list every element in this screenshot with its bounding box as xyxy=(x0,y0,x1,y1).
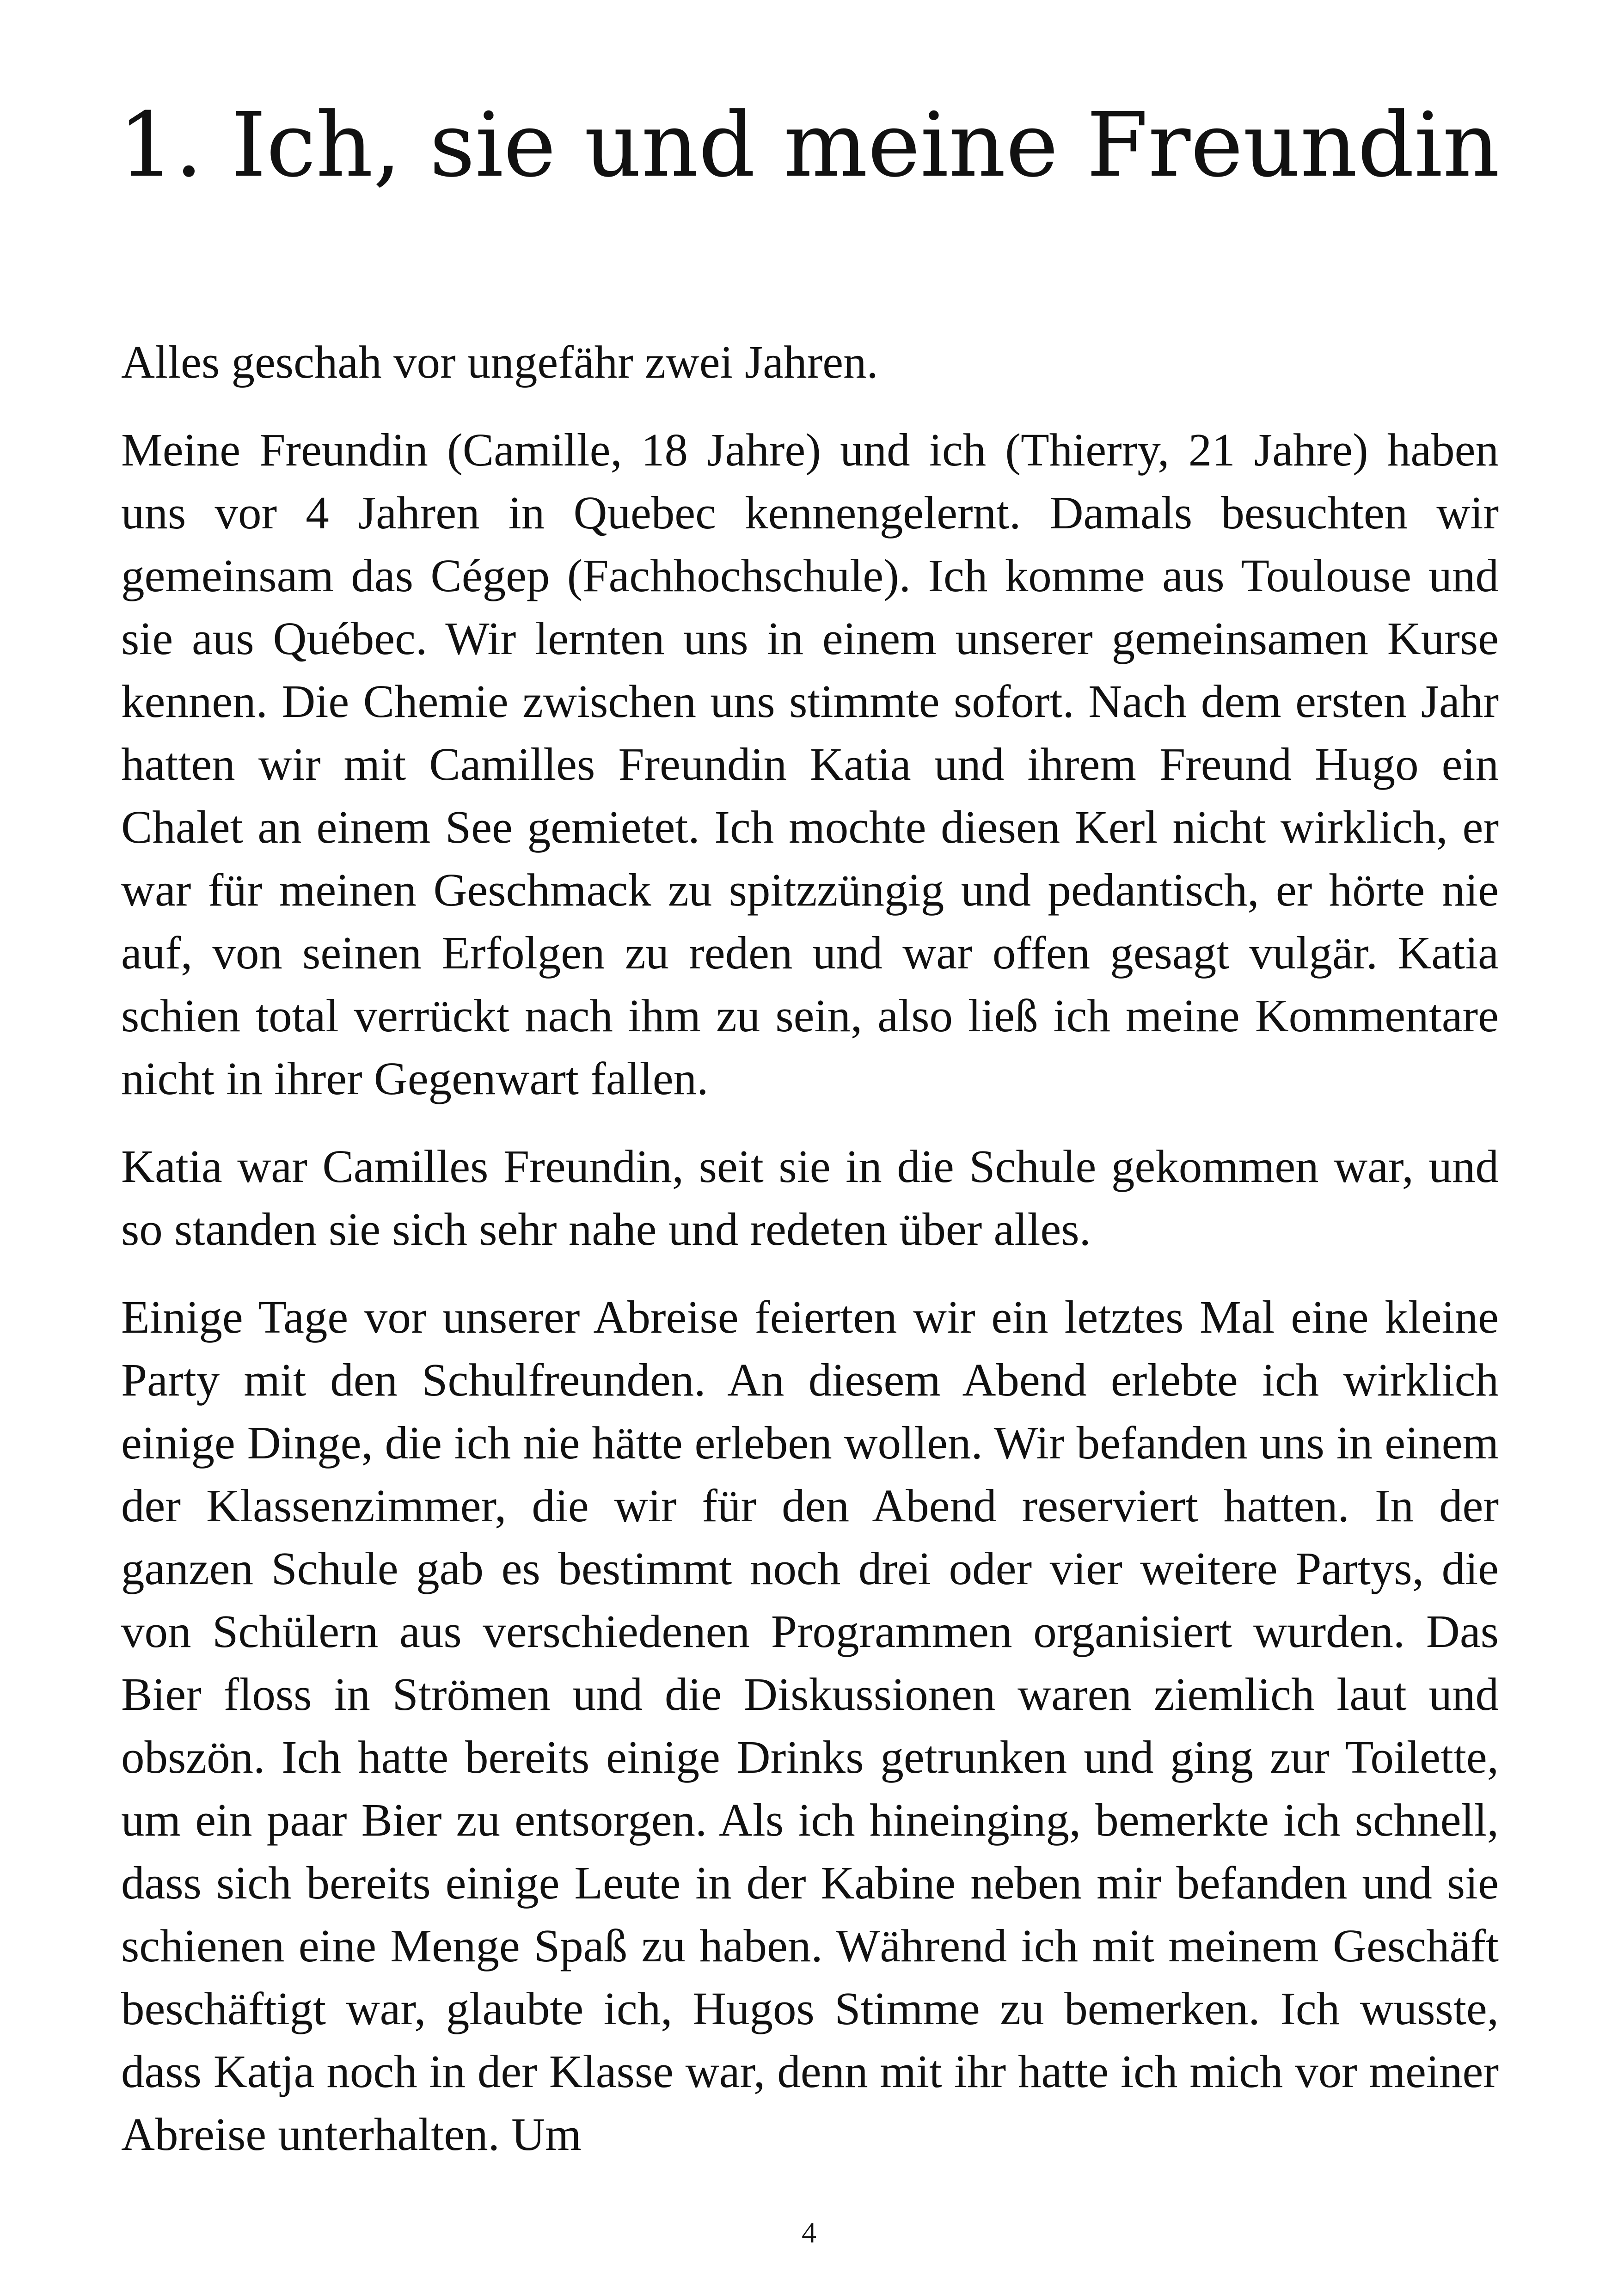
paragraph-3: Katia war Camilles Freundin, seit sie in die Schule gekommen war, und so standen sie sich sehr nahe und redeten über alles. xyxy=(121,1140,1499,1255)
body-text xyxy=(121,331,1499,2191)
page-number: 4 xyxy=(802,2216,816,2249)
paragraph-2: Meine Freundin (Camille, 18 Jahre) und ich (Thierry, 21 Jahre) haben uns vor 4 Jahren in Quebec kennengelernt. Damals besuchten wir gemeinsam das Cégep (Fachhochschule). Ich komme aus Toulouse und sie aus Québec. Wir lernten uns in einem unserer gemeinsamen Kurse kennen. Die Chemie zwischen uns stimmte sofort. Nach dem ersten Jahr hatten wir mit Camilles Freundin Katia und ihrem Freund Hugo ein Chalet an einem See gemietet. Ich mochte diesen Kerl nicht wirklich, er war für meinen Geschmack zu spitzzüngig und pedantisch, er hörte nie auf, von seinen Erfolgen zu reden und war offen gesagt vulgär. Katia schien total verrückt nach ihm zu sein, also ließ ich meine Kommentare nicht in ihrer Gegenwart fallen. xyxy=(121,424,1499,1104)
paragraph-4: Einige Tage vor unserer Abreise feierten wir ein letztes Mal eine kleine Party mit den Schulfreunden. An diesem Abend erlebte ich wirklich einige Dinge, die ich nie hätte erleben wollen. Wir befanden uns in einem der Klassenzimmer, die wir für den Abend reserviert hatten. In der ganzen Schule gab es bestimmt noch drei oder vier weitere Partys, die von Schülern aus verschiedenen Programmen organisiert wurden. Das Bier floss in Strömen und die Diskussionen waren ziemlich laut und obszön. Ich hatte bereits einige Drinks getrunken und ging zur Toilette, um ein paar Bier zu entsorgen. Als ich hineinging, bemerkte ich schnell, dass sich bereits einige Leute in der Kabine neben mir befanden und sie schienen eine Menge Spaß zu haben. Während ich mit meinem Geschäft beschäftigt war, glaubte ich, Hugos Stimme zu bemerken. Ich wusste, dass Katja noch in der Klasse war, denn mit ihr hatte ich mich vor meiner Abreise unterhalten. Um xyxy=(121,1291,1499,2160)
paragraph-1: Alles geschah vor ungefähr zwei Jahren. xyxy=(121,336,878,388)
chapter-title: 1. Ich, sie und meine Freundin xyxy=(118,94,1500,197)
